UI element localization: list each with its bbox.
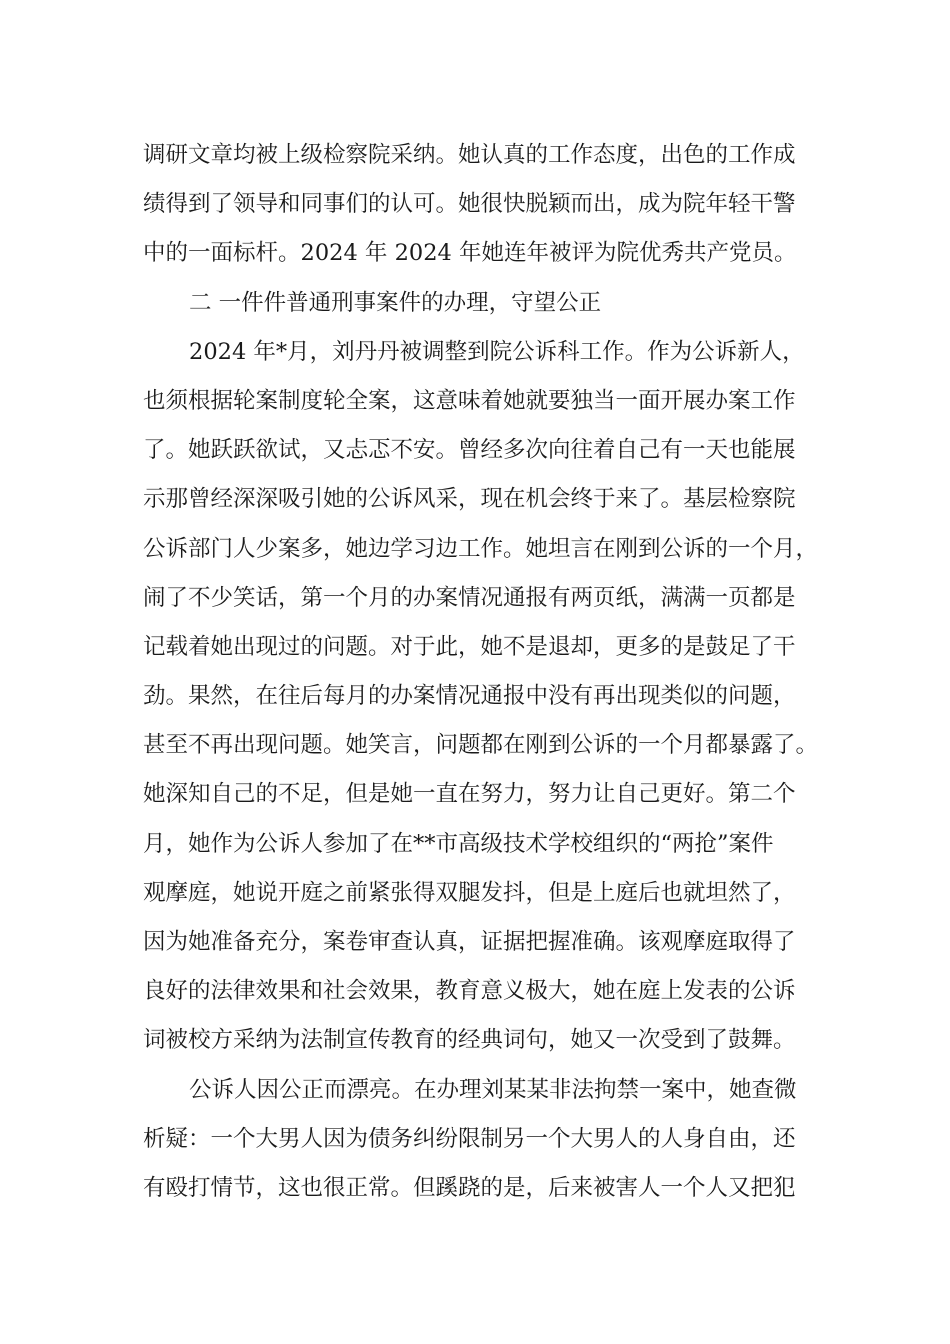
text-line-13: 甚至不再出现问题。她笑言，问题都在刚到公诉的一个月都暴露了。: [143, 732, 819, 759]
text-line-19: 词被校方采纳为法制宣传教育的经典词句，她又一次受到了鼓舞。: [143, 1027, 796, 1054]
text-line-7: 了。她跃跃欲试，又忐忑不安。曾经多次向往着自己有一天也能展: [143, 437, 796, 464]
text-line-2: 绩得到了领导和同事们的认可。她很快脱颖而出，成为院年轻干警: [143, 191, 796, 218]
text-line-11: 记载着她出现过的问题。对于此，她不是退却，更多的是鼓足了干: [143, 633, 796, 660]
section-heading: 二 一件件普通刑事案件的办理，守望公正: [189, 289, 602, 316]
text-line-18: 良好的法律效果和社会效果，教育意义极大，她在庭上发表的公诉: [143, 978, 796, 1005]
text-line-3: 中的一面标杆。2024 年 2024 年她连年被评为院优秀共产党员。: [143, 240, 797, 267]
text-line-20: 公诉人因公正而漂亮。在办理刘某某非法拘禁一案中，她查微: [189, 1076, 797, 1103]
text-line-16: 观摩庭，她说开庭之前紧张得双腿发抖，但是上庭后也就坦然了，: [143, 879, 796, 906]
text-line-9: 公诉部门人少案多，她边学习边工作。她坦言在刚到公诉的一个月，: [143, 535, 819, 562]
text-line-22: 有殴打情节，这也很正常。但蹊跷的是，后来被害人一个人又把犯: [143, 1174, 796, 1201]
text-line-12: 劲。果然，在往后每月的办案情况通报中没有再出现类似的问题，: [143, 683, 796, 710]
text-line-17: 因为她准备充分，案卷审查认真，证据把握准确。该观摩庭取得了: [143, 929, 796, 955]
text-line-21: 析疑：一个大男人因为债务纠纷限制另一个大男人的人身自由，还: [143, 1125, 796, 1152]
document-body: [143, 131, 819, 1213]
text-line-10: 闹了不少笑话，第一个月的办案情况通报有两页纸，满满一页都是: [143, 584, 796, 611]
text-line-5: 2024 年*月，刘丹丹被调整到院公诉科工作。作为公诉新人，: [189, 338, 805, 365]
text-line-8: 示那曾经深深吸引她的公诉风采，现在机会终于来了。基层检察院: [143, 486, 796, 513]
text-line-6: 也须根据轮案制度轮全案，这意味着她就要独当一面开展办案工作: [143, 387, 796, 414]
text-line-14: 她深知自己的不足，但是她一直在努力，努力让自己更好。第二个: [143, 781, 796, 808]
text-line-1: 调研文章均被上级检察院采纳。她认真的工作态度，出色的工作成: [143, 142, 796, 168]
text-line-15: 月，她作为公诉人参加了在**市高级技术学校组织的“两抢”案件: [143, 830, 774, 857]
